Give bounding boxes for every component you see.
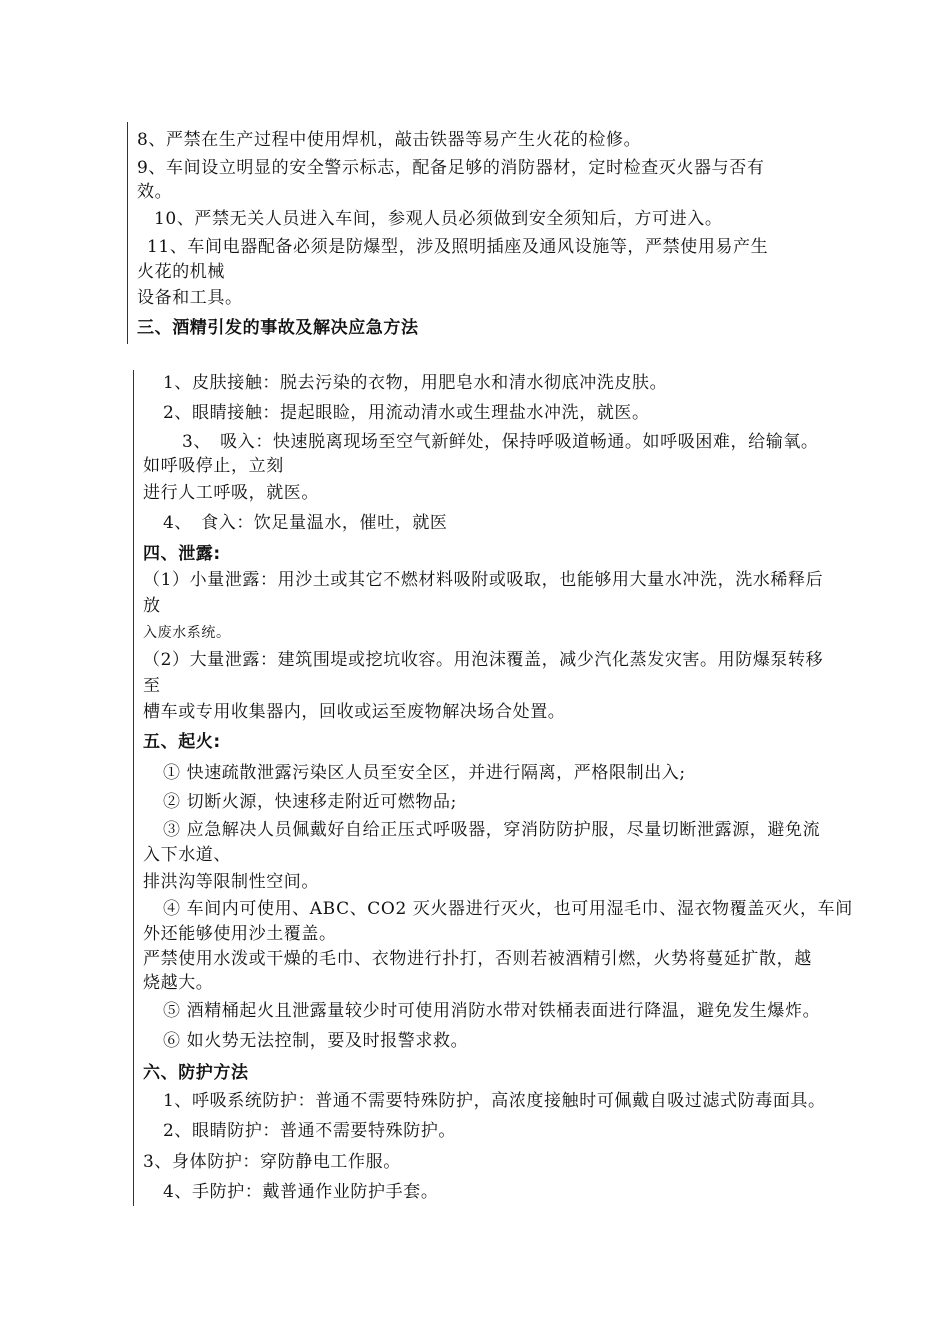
- fire-step-3-cont-1: 入下水道、: [143, 845, 231, 865]
- section-heading-4: 四、泄露:: [143, 544, 221, 564]
- left-border-lower: [133, 370, 134, 1206]
- fire-step-4-cont-2: 严禁使用水泼或干燥的毛巾、衣物进行扑打，否则若被酒精引燃，火势将蔓延扩散，越: [143, 949, 812, 969]
- fire-step-1: ① 快速疏散泄露污染区人员至安全区，并进行隔离，严格限制出入;: [163, 763, 686, 783]
- fire-step-6: ⑥ 如火势无法控制，要及时报警求救。: [163, 1031, 469, 1051]
- fire-step-3: ③ 应急解决人员佩戴好自给正压式呼吸器，穿消防防护服，尽量切断泄露源，避免流: [163, 820, 821, 840]
- rule-11-cont-2: 设备和工具。: [137, 288, 243, 308]
- protect-respiratory: 1、呼吸系统防护：普通不需要特殊防护，高浓度接触时可佩戴自吸过滤式防毒面具。: [163, 1091, 826, 1111]
- fire-step-3-cont-2: 排洪沟等限制性空间。: [143, 872, 319, 892]
- first-aid-inhale-cont-2: 进行人工呼吸，就医。: [143, 483, 319, 503]
- rule-8: 8、严禁在生产过程中使用焊机，敲击铁器等易产生火花的检修。: [137, 130, 642, 150]
- first-aid-inhale: 3、 吸入：快速脱离现场至空气新鲜处，保持呼吸道畅通。如呼吸困难，给输氧。: [182, 432, 819, 452]
- fire-step-4-cont-3: 烧越大。: [143, 973, 214, 993]
- protect-hands: 4、手防护：戴普通作业防护手套。: [163, 1182, 439, 1202]
- first-aid-skin: 1、皮肤接触：脱去污染的衣物，用肥皂水和清水彻底冲洗皮肤。: [163, 373, 668, 393]
- fire-step-4: ④ 车间内可使用、ABC、CO2 灭火器进行灭火，也可用湿毛巾、湿衣物覆盖灭火，车间: [163, 899, 853, 919]
- leak-large-cont-2: 槽车或专用收集器内，回收或运至废物解决场合处置。: [143, 702, 566, 722]
- fire-step-5: ⑤ 酒精桶起火且泄露量较少时可使用消防水带对铁桶表面进行降温，避免发生爆炸。: [163, 1001, 821, 1021]
- fire-step-4-cont-1: 外还能够使用沙土覆盖。: [143, 924, 337, 944]
- left-border-upper: [127, 122, 128, 344]
- leak-large: （2）大量泄露：建筑围堤或挖坑收容。用泡沫覆盖，减少汽化蒸发灾害。用防爆泵转移: [143, 650, 824, 670]
- leak-small-cont-2: 入废水系统。: [143, 625, 231, 641]
- rule-9-cont: 效。: [137, 182, 173, 202]
- first-aid-ingest: 4、 食入：饮足量温水，催吐，就医: [163, 513, 448, 533]
- fire-step-2: ② 切断火源，快速移走附近可燃物品;: [163, 792, 457, 812]
- first-aid-inhale-cont-1: 如呼吸停止，立刻: [143, 456, 284, 476]
- section-heading-3: 三、酒精引发的事故及解决应急方法: [137, 318, 419, 338]
- protect-eyes: 2、眼睛防护：普通不需要特殊防护。: [163, 1121, 457, 1141]
- leak-large-cont-1: 至: [143, 676, 161, 696]
- section-heading-5: 五、起火:: [143, 732, 221, 752]
- leak-small-cont-1: 放: [143, 596, 161, 616]
- rule-9: 9、车间设立明显的安全警示标志，配备足够的消防器材，定时检查灭火器与否有: [137, 158, 765, 178]
- section-heading-6: 六、防护方法: [143, 1063, 249, 1083]
- rule-11-cont-1: 火花的机械: [137, 262, 225, 282]
- first-aid-eyes: 2、眼睛接触：提起眼睑，用流动清水或生理盐水冲洗，就医。: [163, 403, 650, 423]
- rule-11: 11、车间电器配备必须是防爆型，涉及照明插座及通风设施等，严禁使用易产生: [147, 237, 769, 257]
- leak-small: （1）小量泄露：用沙土或其它不燃材料吸附或吸取，也能够用大量水冲洗，洗水稀释后: [143, 570, 824, 590]
- rule-10: 10、严禁无关人员进入车间，参观人员必须做到安全须知后，方可进入。: [154, 209, 723, 229]
- protect-body: 3、身体防护：穿防静电工作服。: [143, 1152, 401, 1172]
